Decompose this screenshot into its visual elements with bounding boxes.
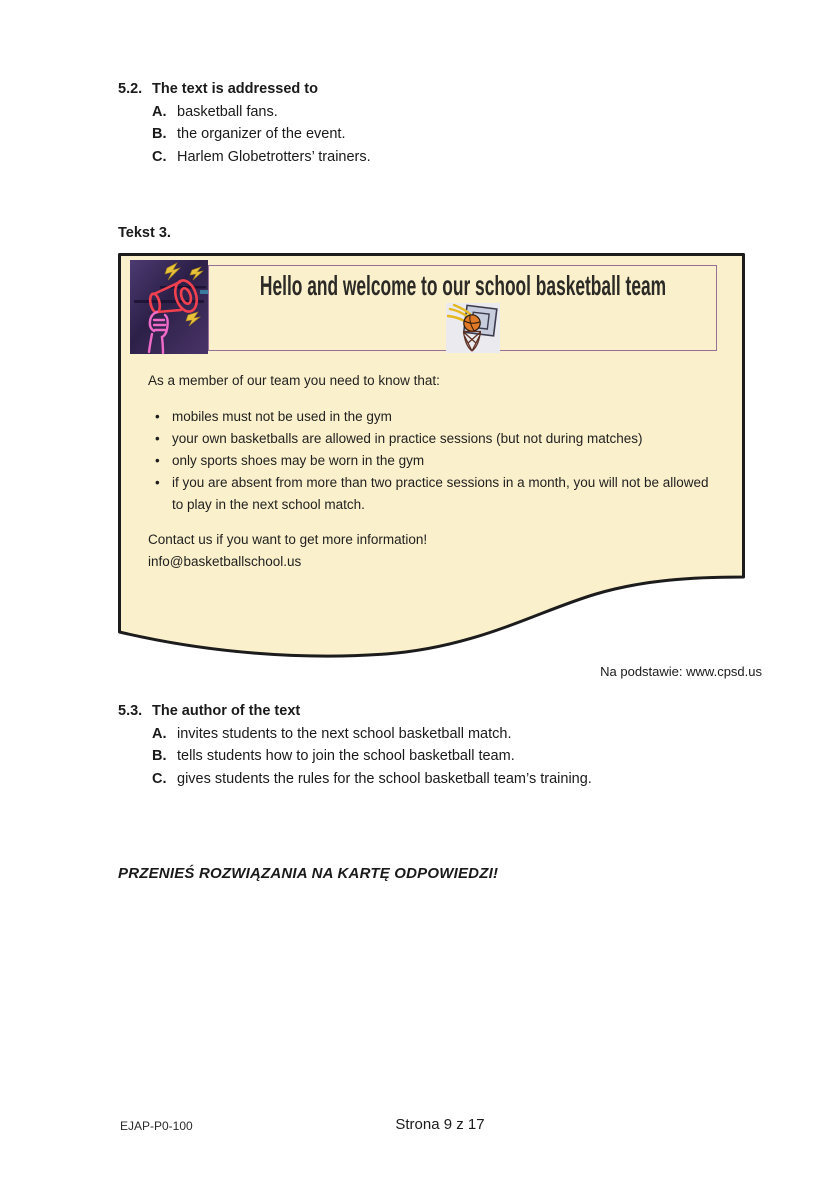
option-letter: C. (152, 148, 167, 165)
question-5-3 (118, 700, 592, 790)
footer-page-number: Strona 9 z 17 (395, 1116, 485, 1133)
flyer-title: Hello and welcome to our school basketball team (259, 270, 666, 301)
question-number: 5.2. (118, 81, 143, 97)
option-b (152, 123, 371, 146)
rule-item: • only sports shoes may be worn in the gym (148, 450, 723, 472)
option-text: invites students to the next school basketball match. (177, 725, 512, 742)
flyer-box (118, 253, 745, 665)
flyer-rules-list (148, 406, 723, 516)
flyer-body (148, 370, 723, 573)
transfer-instruction: PRZENIEŚ ROZWIĄZANIA NA KARTĘ ODPOWIEDZI! (118, 865, 499, 882)
option-letter: B. (152, 126, 167, 142)
flyer-title-band (208, 265, 717, 351)
option-b (152, 745, 592, 768)
flyer-intro: As a member of our team you need to know that: (148, 373, 440, 388)
neon-megaphone-image (130, 260, 208, 354)
flyer-contact-line: Contact us if you want to get more information! (148, 532, 428, 547)
rule-item: • mobiles must not be used in the gym (148, 406, 723, 428)
option-text: basketball fans. (177, 103, 278, 120)
option-text: tells students how to join the school basketball team. (177, 748, 515, 764)
option-a (152, 723, 592, 746)
source-note: Na podstawie: www.cpsd.us (600, 664, 762, 679)
question-heading (118, 700, 592, 723)
question-number: 5.3. (118, 703, 143, 719)
option-letter: C. (152, 770, 167, 787)
flyer-contact-email: info@basketballschool.us (148, 554, 302, 569)
option-letter: A. (152, 725, 167, 742)
question-heading (118, 78, 371, 101)
question-title: The author of the text (152, 703, 301, 719)
rule-item: • if you are absent from more than two practice sessions in a month, you will not be allowed to play in the next school match. (148, 472, 723, 516)
option-c (152, 768, 592, 791)
option-text: the organizer of the event. (177, 126, 346, 142)
option-c (152, 146, 371, 169)
option-a (152, 101, 371, 124)
option-letter: B. (152, 748, 167, 764)
text-3-label: Tekst 3. (118, 225, 171, 241)
option-letter: A. (152, 103, 167, 120)
rule-item: • your own basketballs are allowed in practice sessions (but not during matches) (148, 428, 723, 450)
question-5-2 (118, 78, 371, 168)
basketball-hoop-icon (446, 303, 500, 353)
option-text: gives students the rules for the school basketball team’s training. (177, 770, 592, 787)
question-title: The text is addressed to (152, 81, 318, 97)
footer-exam-code: EJAP-P0-100 (120, 1119, 193, 1133)
option-text: Harlem Globetrotters’ trainers. (177, 148, 371, 165)
